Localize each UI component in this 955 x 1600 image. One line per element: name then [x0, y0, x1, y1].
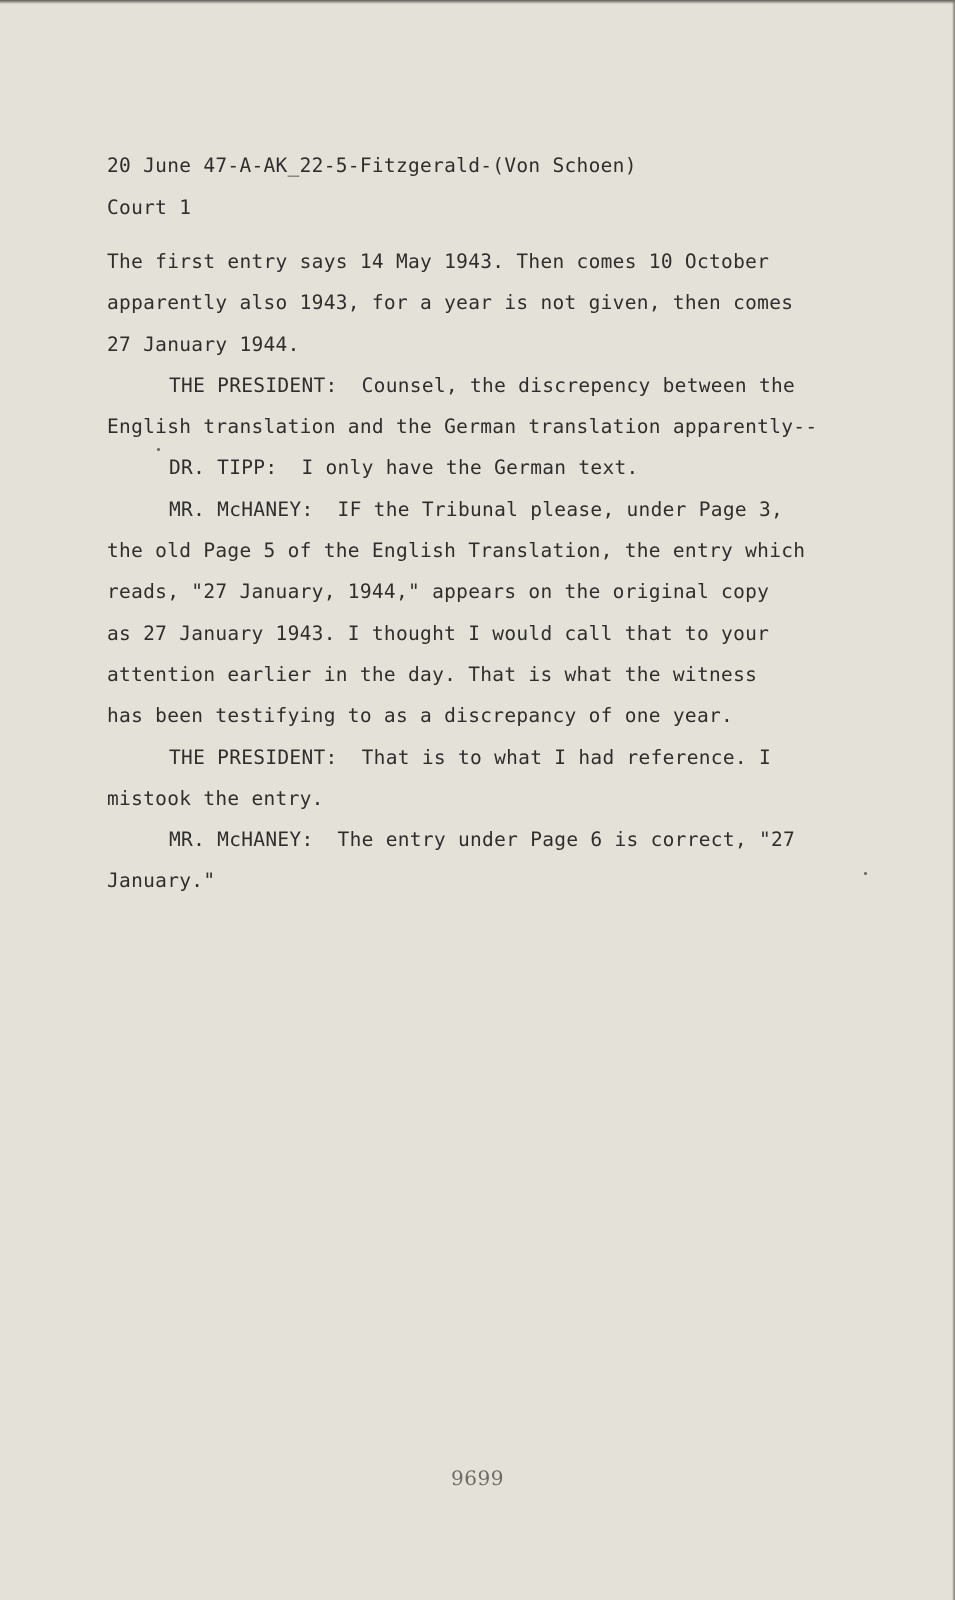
body-line-4: THE PRESIDENT: Counsel, the discrepency between the	[169, 373, 796, 397]
body-line-2: apparently also 1943, for a year is not given, then comes	[107, 291, 794, 315]
transcript-body	[107, 241, 867, 902]
body-line-14: mistook the entry.	[107, 786, 324, 810]
body-line-13: THE PRESIDENT: That is to what I had reference. I	[169, 745, 771, 769]
page-top-edge	[0, 0, 955, 4]
body-line-5: English translation and the German translation apparently--	[107, 415, 818, 439]
transcript-header	[107, 145, 867, 229]
body-line-3: 27 January 1944.	[107, 332, 300, 356]
header-court-line: Court 1	[107, 196, 192, 219]
body-line-8: the old Page 5 of the English Translation, the entry which	[107, 539, 806, 563]
page-number: 9699	[451, 1466, 504, 1490]
header-session-line: 20 June 47-A-AK_22-5-Fitzgerald-(Von Schoen)	[107, 154, 637, 177]
body-line-10: as 27 January 1943. I thought I would call that to your	[107, 621, 770, 645]
paper-speck	[157, 448, 160, 451]
body-line-9: reads, "27 January, 1944," appears on the original copy	[107, 580, 770, 604]
body-line-7: MR. McHANEY: IF the Tribunal please, under Page 3,	[169, 497, 784, 521]
paper-speck	[864, 872, 867, 875]
body-line-1: The first entry says 14 May 1943. Then comes 10 October	[107, 250, 770, 273]
body-line-16: January."	[107, 869, 216, 893]
body-line-15: MR. McHANEY: The entry under Page 6 is correct, "27	[169, 828, 796, 852]
body-line-11: attention earlier in the day. That is what the witness	[107, 662, 758, 686]
body-line-6: DR. TIPP: I only have the German text.	[169, 456, 639, 480]
body-line-12: has been testifying to as a discrepancy of one year.	[107, 704, 734, 728]
